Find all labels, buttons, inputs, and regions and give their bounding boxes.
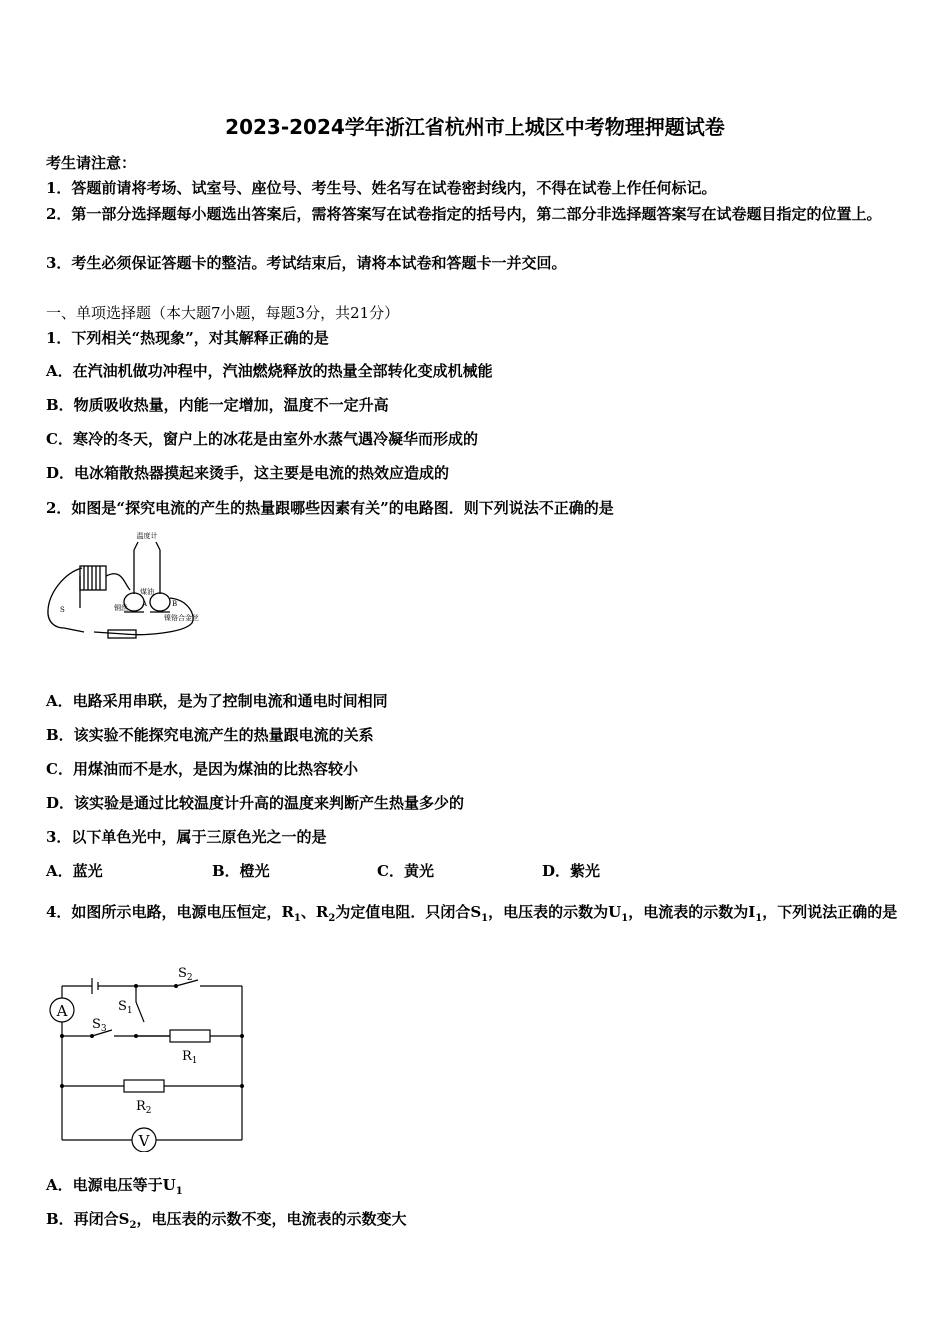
question-1-option-c: C．寒冷的冬天，窗户上的冰花是由室外水蒸气遇冷凝华而形成的: [46, 430, 478, 448]
switch-s2-label: $S_2$: [178, 966, 193, 983]
voltmeter-label: V: [138, 1132, 150, 1150]
question-1-option-d: D．电冰箱散热器摸起来烫手，这主要是电流的热效应造成的: [46, 464, 450, 482]
question-1-option-a: A．在汽油机做功冲程中，汽油燃烧释放的热量全部转化变成机械能: [46, 362, 493, 380]
resistor-r1-label: $R_1$: [182, 1049, 198, 1066]
question-1-option-b: B．物质吸收热量，内能一定增加，温度不一定升高: [46, 396, 389, 414]
thermometer-label: 温度计: [136, 532, 158, 540]
question-3-option-c: C．黄光: [377, 862, 434, 880]
notice-item: 2．第一部分选择题每小题选出答案后，需将答案写在试卷指定的括号内，第二部分非选择题答案写在试卷题目指定的位置上。: [46, 205, 882, 223]
question-4-option-b: B．再闭合$S_2$，电压表的示数不变，电流表的示数变大: [46, 1210, 407, 1231]
question-3-option-b: B．橙光: [212, 862, 270, 880]
section-heading: 一、单项选择题（本大题7小题，每题3分，共21分）: [46, 304, 400, 322]
joule-heating-apparatus-figure: [44, 528, 204, 643]
question-4-stem: 4．如图所示电路，电源电压恒定，$R_1$、$R_2$为定值电阻．只闭合$S_1$，电压表的示数为$U_1$，电流表的示数为$I_1$，下列说法正确的是: [46, 903, 898, 924]
flask-b-label: B: [172, 600, 178, 608]
notice-item: 3．考生必须保证答题卡的整洁。考试结束后，请将本试卷和答题卡一并交回。: [46, 254, 567, 272]
question-4-circuit-diagram: [40, 962, 250, 1152]
question-3-option-a: A．蓝光: [46, 862, 103, 880]
question-3-stem: 3．以下单色光中，属于三原色光之一的是: [46, 828, 327, 846]
question-2-option-a: A．电路采用串联，是为了控制电流和通电时间相同: [46, 692, 388, 710]
question-2-option-b: B．该实验不能探究电流产生的热量跟电流的关系: [46, 726, 374, 744]
kerosene-label: 煤油: [140, 588, 154, 596]
resistor-r2-label: $R_2$: [136, 1099, 152, 1116]
question-2-stem: 2．如图是“探究电流的产生的热量跟哪些因素有关”的电路图．则下列说法不正确的是: [46, 499, 614, 517]
switch-s3-label: $S_3$: [92, 1017, 107, 1034]
question-2-option-c: C．用煤油而不是水，是因为煤油的比热容较小: [46, 760, 358, 778]
switch-s1-label: $S_1$: [118, 999, 133, 1016]
page-title: 2023-2024学年浙江省杭州市上城区中考物理押题试卷: [225, 115, 725, 139]
flask-a-label: A: [142, 600, 148, 608]
question-1-stem: 1．下列相关“热现象”，对其解释正确的是: [46, 329, 329, 347]
ammeter-label: A: [56, 1002, 68, 1020]
question-4-option-a: A．电源电压等于$U_1$: [46, 1176, 183, 1197]
notice-item: 1．答题前请将考场、试室号、座位号、考生号、姓名写在试卷密封线内，不得在试卷上作任何标记。: [46, 179, 717, 197]
question-3-option-d: D．紫光: [542, 862, 601, 880]
nichrome-wire-label: 镍铬合金丝: [164, 614, 199, 622]
switch-label: S: [60, 606, 65, 614]
copper-wire-label: 铜丝: [114, 604, 128, 612]
question-2-option-d: D．该实验是通过比较温度计升高的温度来判断产生热量多少的: [46, 794, 465, 812]
notice-heading: 考生请注意：: [46, 154, 137, 172]
